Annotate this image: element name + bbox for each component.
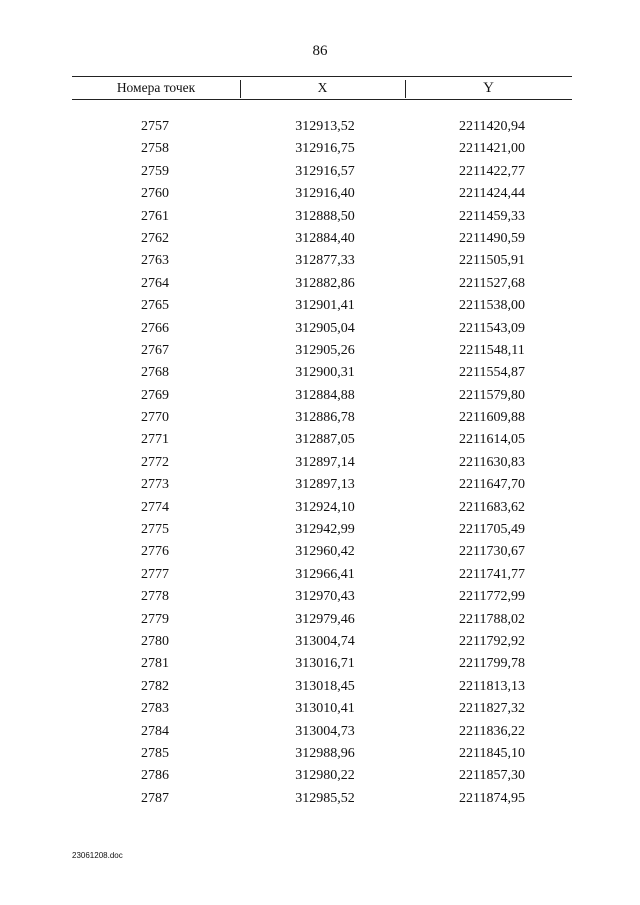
point-number-cell: 2777	[141, 566, 169, 582]
table-row	[72, 250, 572, 272]
point-number-cell: 2774	[141, 499, 169, 515]
x-coordinate-cell: 313010,41	[295, 701, 355, 717]
y-coordinate-cell: 2211490,59	[459, 230, 525, 246]
x-coordinate-cell: 312970,43	[295, 589, 355, 605]
x-coordinate-cell: 312887,05	[295, 432, 355, 448]
x-coordinate-cell: 312942,99	[295, 522, 355, 538]
point-number-cell: 2757	[141, 119, 169, 134]
table-row	[72, 541, 572, 563]
x-coordinate-cell: 312884,40	[295, 230, 355, 246]
table-row	[72, 676, 572, 698]
point-number-cell: 2776	[141, 544, 169, 560]
table-row	[72, 586, 572, 608]
table-row	[72, 116, 572, 138]
header-point-numbers: Номера точек	[116, 80, 196, 95]
point-number-cell: 2758	[141, 141, 169, 157]
table-row	[72, 385, 572, 407]
point-number-cell: 2779	[141, 611, 169, 627]
x-coordinate-cell: 312924,10	[295, 499, 355, 515]
point-number-cell: 2768	[141, 365, 169, 381]
y-coordinate-cell: 2211420,94	[459, 119, 525, 134]
table-row	[72, 138, 572, 160]
table-row	[72, 698, 572, 720]
x-coordinate-cell: 312905,26	[295, 342, 355, 358]
header-y: Y	[483, 80, 494, 96]
y-coordinate-cell: 2211836,22	[459, 723, 525, 739]
table-row	[72, 474, 572, 496]
x-coordinate-cell: 312988,96	[295, 745, 355, 761]
x-coordinate-cell: 312916,40	[295, 186, 355, 202]
y-coordinate-cell: 2211874,95	[459, 790, 525, 806]
point-number-cell: 2759	[141, 163, 169, 179]
point-number-cell: 2770	[141, 410, 169, 426]
x-coordinate-cell: 312900,31	[295, 365, 355, 381]
x-coordinate-cell: 312886,78	[295, 410, 355, 426]
point-number-cell: 2778	[141, 589, 169, 605]
y-coordinate-cell: 2211614,05	[459, 432, 525, 448]
table-row	[72, 362, 572, 384]
point-number-cell: 2764	[141, 275, 169, 291]
point-number-cell: 2769	[141, 387, 169, 403]
table-row	[72, 452, 572, 474]
table-row	[72, 273, 572, 295]
y-coordinate-cell: 2211422,77	[459, 163, 525, 179]
point-number-cell: 2781	[141, 656, 169, 672]
table-row	[72, 407, 572, 429]
x-coordinate-cell: 312979,46	[295, 611, 355, 627]
point-number-cell: 2763	[141, 253, 169, 269]
x-coordinate-cell: 312877,33	[295, 253, 355, 269]
table-row	[72, 183, 572, 205]
point-number-cell: 2766	[141, 320, 169, 336]
footer-filename: 23061208.doc	[72, 851, 123, 860]
y-coordinate-cell: 2211548,11	[459, 342, 525, 358]
y-coordinate-cell: 2211421,00	[459, 141, 525, 157]
point-number-cell: 2765	[141, 298, 169, 314]
x-coordinate-cell: 312897,13	[295, 477, 355, 493]
point-number-cell: 2780	[141, 633, 169, 649]
y-coordinate-cell: 2211630,83	[459, 454, 525, 470]
x-coordinate-cell: 312916,57	[295, 163, 355, 179]
x-coordinate-cell: 312905,04	[295, 320, 355, 336]
table-row	[72, 340, 572, 362]
y-coordinate-cell: 2211799,78	[459, 656, 525, 672]
table-row	[72, 161, 572, 183]
y-coordinate-cell: 2211857,30	[459, 768, 525, 784]
table-header	[72, 76, 572, 100]
y-coordinate-cell: 2211683,62	[459, 499, 525, 515]
point-number-cell: 2786	[141, 768, 169, 784]
table-row	[72, 653, 572, 675]
x-coordinate-cell: 312985,52	[295, 790, 355, 806]
y-coordinate-cell: 2211505,91	[459, 253, 525, 269]
y-coordinate-cell: 2211527,68	[459, 275, 525, 291]
y-coordinate-cell: 2211827,32	[459, 701, 525, 717]
x-coordinate-cell: 312966,41	[295, 566, 355, 582]
y-coordinate-cell: 2211459,33	[459, 208, 525, 224]
point-number-cell: 2771	[141, 432, 169, 448]
x-coordinate-cell: 312960,42	[295, 544, 355, 560]
table-row	[72, 429, 572, 451]
table-row	[72, 228, 572, 250]
point-number-cell: 2782	[141, 678, 169, 694]
table-row	[72, 318, 572, 340]
coordinates-table-body	[72, 116, 572, 810]
x-coordinate-cell: 313016,71	[295, 656, 355, 672]
table-row	[72, 295, 572, 317]
y-coordinate-cell: 2211792,92	[459, 633, 525, 649]
y-coordinate-cell: 2211845,10	[459, 745, 525, 761]
table-row	[72, 564, 572, 586]
y-coordinate-cell: 2211538,00	[459, 298, 525, 314]
y-coordinate-cell: 2211554,87	[459, 365, 525, 381]
point-number-cell: 2784	[141, 723, 169, 739]
point-number-cell: 2761	[141, 208, 169, 224]
y-coordinate-cell: 2211424,44	[459, 186, 525, 202]
x-coordinate-cell: 312916,75	[295, 141, 355, 157]
x-coordinate-cell: 313004,74	[295, 633, 355, 649]
x-coordinate-cell: 312980,22	[295, 768, 355, 784]
x-coordinate-cell: 312882,86	[295, 275, 355, 291]
x-coordinate-cell: 312884,88	[295, 387, 355, 403]
x-coordinate-cell: 312888,50	[295, 208, 355, 224]
table-row	[72, 206, 572, 228]
table-row	[72, 609, 572, 631]
point-number-cell: 2773	[141, 477, 169, 493]
x-coordinate-cell: 312901,41	[295, 298, 355, 314]
y-coordinate-cell: 2211741,77	[459, 566, 525, 582]
y-coordinate-cell: 2211647,70	[459, 477, 525, 493]
header-x: X	[317, 80, 328, 95]
y-coordinate-cell: 2211813,13	[459, 678, 525, 694]
point-number-cell: 2785	[141, 745, 169, 761]
point-number-cell: 2772	[141, 454, 169, 470]
page-number: 86	[312, 43, 328, 59]
y-coordinate-cell: 2211609,88	[459, 410, 525, 426]
table-row	[72, 497, 572, 519]
table-row	[72, 743, 572, 765]
y-coordinate-cell: 2211788,02	[459, 611, 525, 627]
table-row	[72, 788, 572, 810]
point-number-cell: 2783	[141, 701, 169, 717]
table-row	[72, 519, 572, 541]
y-coordinate-cell: 2211579,80	[459, 387, 525, 403]
y-coordinate-cell: 2211705,49	[459, 522, 525, 538]
point-number-cell: 2762	[141, 230, 169, 246]
y-coordinate-cell: 2211730,67	[459, 544, 525, 560]
y-coordinate-cell: 2211543,09	[459, 320, 525, 336]
point-number-cell: 2775	[141, 522, 169, 538]
table-row	[72, 721, 572, 743]
x-coordinate-cell: 312913,52	[295, 119, 355, 134]
y-coordinate-cell: 2211772,99	[459, 589, 525, 605]
x-coordinate-cell: 312897,14	[295, 454, 355, 470]
point-number-cell: 2760	[141, 186, 169, 202]
point-number-cell: 2787	[141, 790, 169, 806]
x-coordinate-cell: 313018,45	[295, 678, 355, 694]
point-number-cell: 2767	[141, 342, 169, 358]
table-row	[72, 631, 572, 653]
x-coordinate-cell: 313004,73	[295, 723, 355, 739]
table-row	[72, 765, 572, 787]
